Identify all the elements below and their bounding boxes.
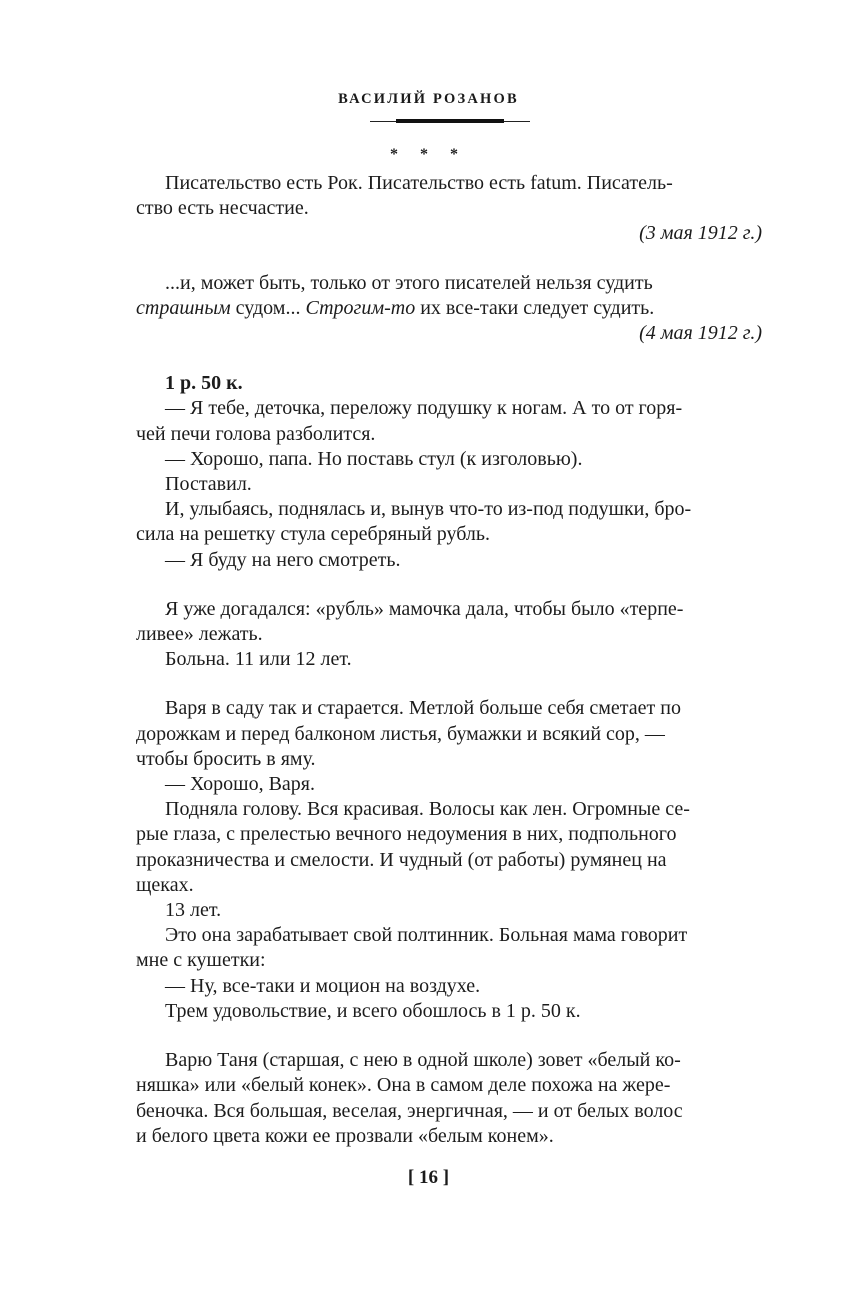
date-note: (4 мая 1912 г.) <box>639 322 762 345</box>
paragraph <box>136 497 762 547</box>
paragraph <box>136 597 762 647</box>
spacer <box>136 247 762 271</box>
line: щеках. <box>136 873 194 896</box>
line: Подняла голову. Вся красивая. Волосы как лен. Огромные се- <box>165 798 690 821</box>
paragraph: — Хорошо, папа. Но поставь стул (к изголовью). <box>165 447 583 470</box>
text-run: их все-таки следует судить. <box>415 296 655 319</box>
line: проказничества и смелости. И чудный (от работы) румянец на <box>136 848 667 871</box>
body-text <box>136 171 762 1149</box>
line: Варю Таня (старшая, с нею в одной школе) зовет «белый ко- <box>165 1049 681 1072</box>
line: няшка» или «белый конек». Она в самом деле похожа на жере- <box>136 1074 671 1097</box>
line: ливее» лежать. <box>136 623 263 646</box>
line: мне с кушетки: <box>136 949 266 972</box>
line: ство есть несчастие. <box>136 197 309 220</box>
emphasis: Строгим-то <box>305 296 416 319</box>
line: И, улыбаясь, поднялась и, вынув что-то из-под подушки, бро- <box>165 498 692 521</box>
paragraph: 13 лет. <box>165 899 222 922</box>
date-note: (3 мая 1912 г.) <box>639 222 762 245</box>
line: беночка. Вся большая, веселая, энергичная, — и от белых волос <box>136 1099 683 1122</box>
line: чтобы бросить в яму. <box>136 747 316 770</box>
paragraph <box>136 923 762 973</box>
paragraph <box>136 797 762 898</box>
line: ...и, может быть, только от этого писателей нельзя судить <box>165 271 653 294</box>
line: дорожкам и перед балконом листья, бумажки и всякий сор, — <box>136 722 665 745</box>
section-separator: * * * <box>390 146 467 163</box>
line: рые глаза, с прелестью вечного недоумения в них, подпольного <box>136 823 677 846</box>
paragraph: Трем удовольствие, и всего обошлось в 1 р. 50 к. <box>165 999 581 1022</box>
paragraph: — Ну, все-таки и моцион на воздухе. <box>165 974 481 997</box>
paragraph <box>136 396 762 446</box>
line: — Я тебе, деточка, переложу подушку к ногам. А то от горя- <box>165 397 683 420</box>
paragraph-fatum <box>136 171 762 221</box>
text-run: судом... <box>230 296 306 319</box>
paragraph: — Я буду на него смотреть. <box>165 548 401 571</box>
spacer <box>136 346 762 371</box>
paragraph-judgement <box>136 271 762 321</box>
line: Я уже догадался: «рубль» мамочка дала, чтобы было «терпе- <box>165 597 684 620</box>
spacer <box>136 672 762 696</box>
line: Варя в саду так и старается. Метлой больше себя сметает по <box>165 697 681 720</box>
paragraph <box>136 696 762 772</box>
paragraph: Поставил. <box>165 473 252 496</box>
emphasis: страшным <box>136 296 231 319</box>
line: сила на решетку стула серебряный рубль. <box>136 523 491 546</box>
paragraph <box>136 1048 762 1149</box>
line: чей печи голова разболится. <box>136 422 376 445</box>
section-heading: 1 р. 50 к. <box>165 372 243 395</box>
header-rule-thick <box>396 119 504 123</box>
paragraph: — Хорошо, Варя. <box>165 773 315 796</box>
line: и белого цвета кожи ее прозвали «белым конем». <box>136 1124 554 1147</box>
paragraph: Больна. 11 или 12 лет. <box>165 648 352 671</box>
running-header-author: ВАСИЛИЙ РОЗАНОВ <box>338 91 519 107</box>
spacer <box>136 573 762 597</box>
spacer <box>136 1024 762 1048</box>
page-number: [ 16 ] <box>407 1167 450 1188</box>
line: Писательство есть Рок. Писательство есть fatum. Писатель- <box>165 172 673 194</box>
line: Это она зарабатывает свой полтинник. Больная мама говорит <box>165 924 688 947</box>
